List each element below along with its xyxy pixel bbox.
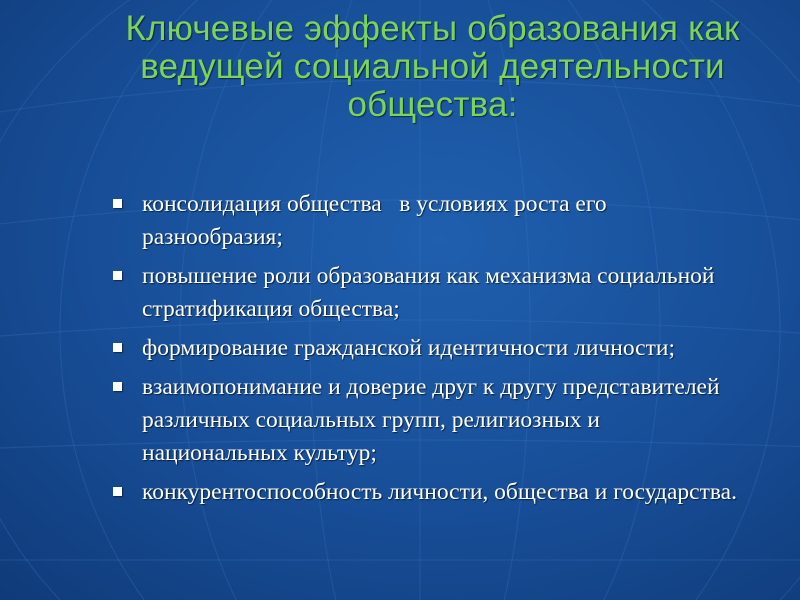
- square-bullet-icon: [113, 199, 122, 208]
- slide-title: Ключевые эффекты образования как ведущей социальной деятельности общества:: [125, 9, 740, 124]
- list-item-text: консолидация общества в условиях роста его разнообразия;: [142, 191, 613, 250]
- list-item: [110, 476, 750, 509]
- list-item-text: конкурентоспособность личности, общества и государства.: [142, 479, 737, 505]
- square-bullet-icon: [113, 487, 122, 496]
- square-bullet-icon: [113, 343, 122, 352]
- list-item: [110, 260, 750, 326]
- list-item: [110, 188, 750, 254]
- list-item-text: взаимопонимание и доверие друг к другу представителей различных социальных групп, религиозных и национальных культур;: [142, 374, 720, 466]
- square-bullet-icon: [113, 382, 122, 391]
- square-bullet-icon: [113, 271, 122, 280]
- list-item: [110, 332, 750, 365]
- list-item-text: формирование гражданской идентичности личности;: [142, 335, 675, 361]
- list-item: [110, 371, 750, 470]
- bullet-list: [110, 188, 750, 515]
- list-item-text: повышение роли образования как механизма социальной стратификация общества;: [142, 263, 715, 322]
